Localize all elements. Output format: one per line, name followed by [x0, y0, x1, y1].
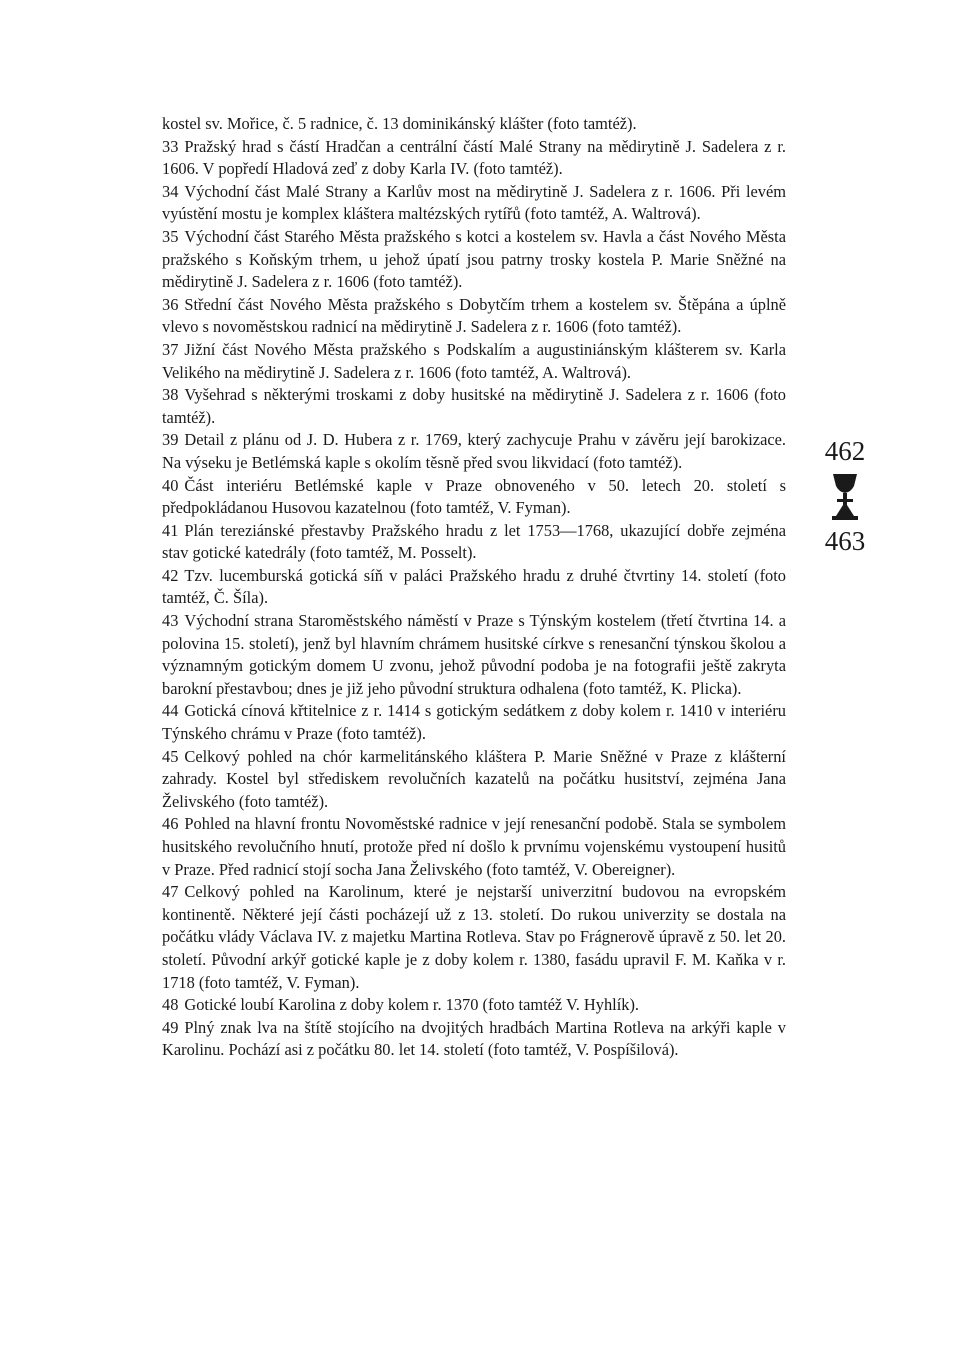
caption-number: 33	[162, 136, 179, 156]
caption-35	[162, 226, 786, 294]
caption-number: 48	[162, 995, 179, 1015]
caption-46	[162, 813, 786, 881]
caption-number: 45	[162, 746, 179, 766]
page-number-top: 462	[824, 436, 866, 466]
caption-number: 39	[162, 430, 179, 450]
caption-41	[162, 520, 786, 565]
page-number-marker	[812, 436, 878, 556]
caption-text: Vyšehrad s některými troskami z doby husitské na mědirytině J. Sadelera z r. 1606 (foto tamtéž).	[162, 385, 786, 427]
caption-text: Východní část Malé Strany a Karlův most na mědirytině J. Sadelera z r. 1606. Při levém vyústění mostu je komplex kláštera maltézských rytířů (foto tamtéž, A. Waltrová).	[162, 181, 786, 224]
caption-text: Jižní část Nového Města pražského s Podskalím a augustiniánským klášterem sv. Karla Velikého na mědirytině J. Sadelera z r. 1606 (foto tamtéž, A. Waltrová).	[162, 339, 786, 382]
caption-text: Východní část Starého Města pražského s kotci a kostelem sv. Havla a část Nového Města pražského s Koňským trhem, u jehož úpatí jsou patrny trosky kostela P. Marie Sněžné na mědirytině J. Sadelera z r. 1606 (foto tamtéž).	[162, 226, 786, 292]
caption-37	[162, 339, 786, 384]
caption-text: Pohled na hlavní frontu Novoměstské radnice v její renesanční podobě. Stala se symbolem husitského revolučního hnutí, protože před ní došlo k prvnímu vojenskému vystoupení husitů v Praze. Před radnicí stojí socha Jana Želivského (foto tamtéž, V. Obereigner).	[162, 814, 786, 879]
caption-text: Detail z plánu od J. D. Hubera z r. 1769, který zachycuje Prahu v závěru její barokizace. Na výseku je Betlémská kaple s okolím těsně před svou likvidací (foto tamtéž).	[162, 430, 786, 472]
caption-43	[162, 610, 786, 700]
caption-33	[162, 136, 786, 181]
caption-text: Střední část Nového Města pražského s Dobytčím trhem a kostelem sv. Štěpána a úplně vlevo s novoměstskou radnicí na mědirytině J. Sadelera z r. 1606 (foto tamtéž).	[162, 294, 786, 337]
caption-text: Východní strana Staroměstského náměstí v Praze s Týnským kostelem (třetí čtvrtina 14. a polovina 15. století), jenž byl hlavním chrámem husitské církve s renesanční týnskou školou a významným gotickým domem U zvonu, jehož původní podoba je na fotografii ještě zakryta barokní přestavbou; dnes je již jeho původní struktura odhalena (foto tamtéž, K. Plicka).	[162, 611, 786, 698]
caption-number: 37	[162, 339, 179, 359]
caption-47	[162, 881, 786, 994]
caption-text: Gotická cínová křtitelnice z r. 1414 s gotickým sedátkem z doby kolem r. 1410 v interiéru Týnského chrámu v Praze (foto tamtéž).	[162, 701, 786, 744]
caption-number: 41	[162, 520, 179, 540]
caption-49	[162, 1017, 786, 1062]
caption-text: Tzv. lucemburská gotická síň v paláci Pražského hradu z druhé čtvrtiny 14. století (foto tamtéž, Č. Šíla).	[162, 565, 786, 608]
caption-text: Celkový pohled na chór karmelitánského kláštera P. Marie Sněžné v Praze z klášterní zahrady. Kostel byl střediskem revolučních kazatelů na počátku husitství, zejména Jana Želivského (foto tamtéž).	[162, 746, 786, 811]
caption-list	[162, 113, 786, 1062]
caption-text: Gotické loubí Karolina z doby kolem r. 1370 (foto tamtéž V. Hyhlík).	[184, 995, 639, 1015]
caption-number: 43	[162, 611, 179, 631]
caption-number: 34	[162, 181, 179, 201]
caption-number: 47	[162, 882, 179, 902]
caption-text: Plný znak lva na štítě stojícího na dvojitých hradbách Martina Rotleva na arkýři kaple v Karolinu. Pochází asi z počátku 80. let 14. století (foto tamtéž, V. Pospíšilová).	[162, 1017, 786, 1060]
caption-text: Část interiéru Betlémské kaple v Praze obnoveného v 50. letech 20. století s předpokládanou Husovou kazatelnou (foto tamtéž, V. Fyman).	[162, 475, 786, 518]
caption-44	[162, 700, 786, 745]
caption-number: 44	[162, 701, 179, 721]
caption-38	[162, 384, 786, 429]
caption-number: 42	[162, 565, 179, 585]
caption-number: 46	[162, 814, 179, 834]
caption-text: Plán tereziánské přestavby Pražského hradu z let 1753—1768, ukazující dobře zejména stav gotické katedrály (foto tamtéž, M. Posselt).	[162, 520, 786, 563]
caption-number: 36	[162, 294, 179, 314]
page-number-bottom: 463	[824, 526, 866, 556]
caption-40	[162, 475, 786, 520]
caption-34	[162, 181, 786, 226]
caption-continuation: kostel sv. Mořice, č. 5 radnice, č. 13 dominikánský klášter (foto tamtéž).	[162, 114, 637, 133]
chalice-icon	[827, 472, 863, 522]
caption-number: 35	[162, 226, 179, 246]
caption-48	[162, 994, 786, 1017]
caption-39	[162, 429, 786, 474]
caption-45	[162, 746, 786, 814]
caption-36	[162, 294, 786, 339]
caption-text: Celkový pohled na Karolinum, které je nejstarší univerzitní budovou na evropském kontinentě. Některé její části pocházejí už z 13. století. Do rukou univerzity se dostala na počátku vlády Václava IV. z majetku Martina Rotleva. Stav po Frágnerově úpravě z 50. let 20. století. Původní arkýř gotické kaple je z doby kolem r. 1380, fasádu upravil F. M. Kaňka v r. 1718 (foto tamtéž, V. Fyman).	[162, 882, 786, 992]
caption-text: Pražský hrad s částí Hradčan a centrální částí Malé Strany na mědirytině J. Sadelera z r. 1606. V popředí Hladová zeď z doby Karla IV. (foto tamtéž).	[162, 136, 786, 179]
caption-number: 49	[162, 1017, 179, 1037]
caption-number: 40	[162, 475, 179, 495]
caption-42	[162, 565, 786, 610]
caption-number: 38	[162, 385, 179, 405]
